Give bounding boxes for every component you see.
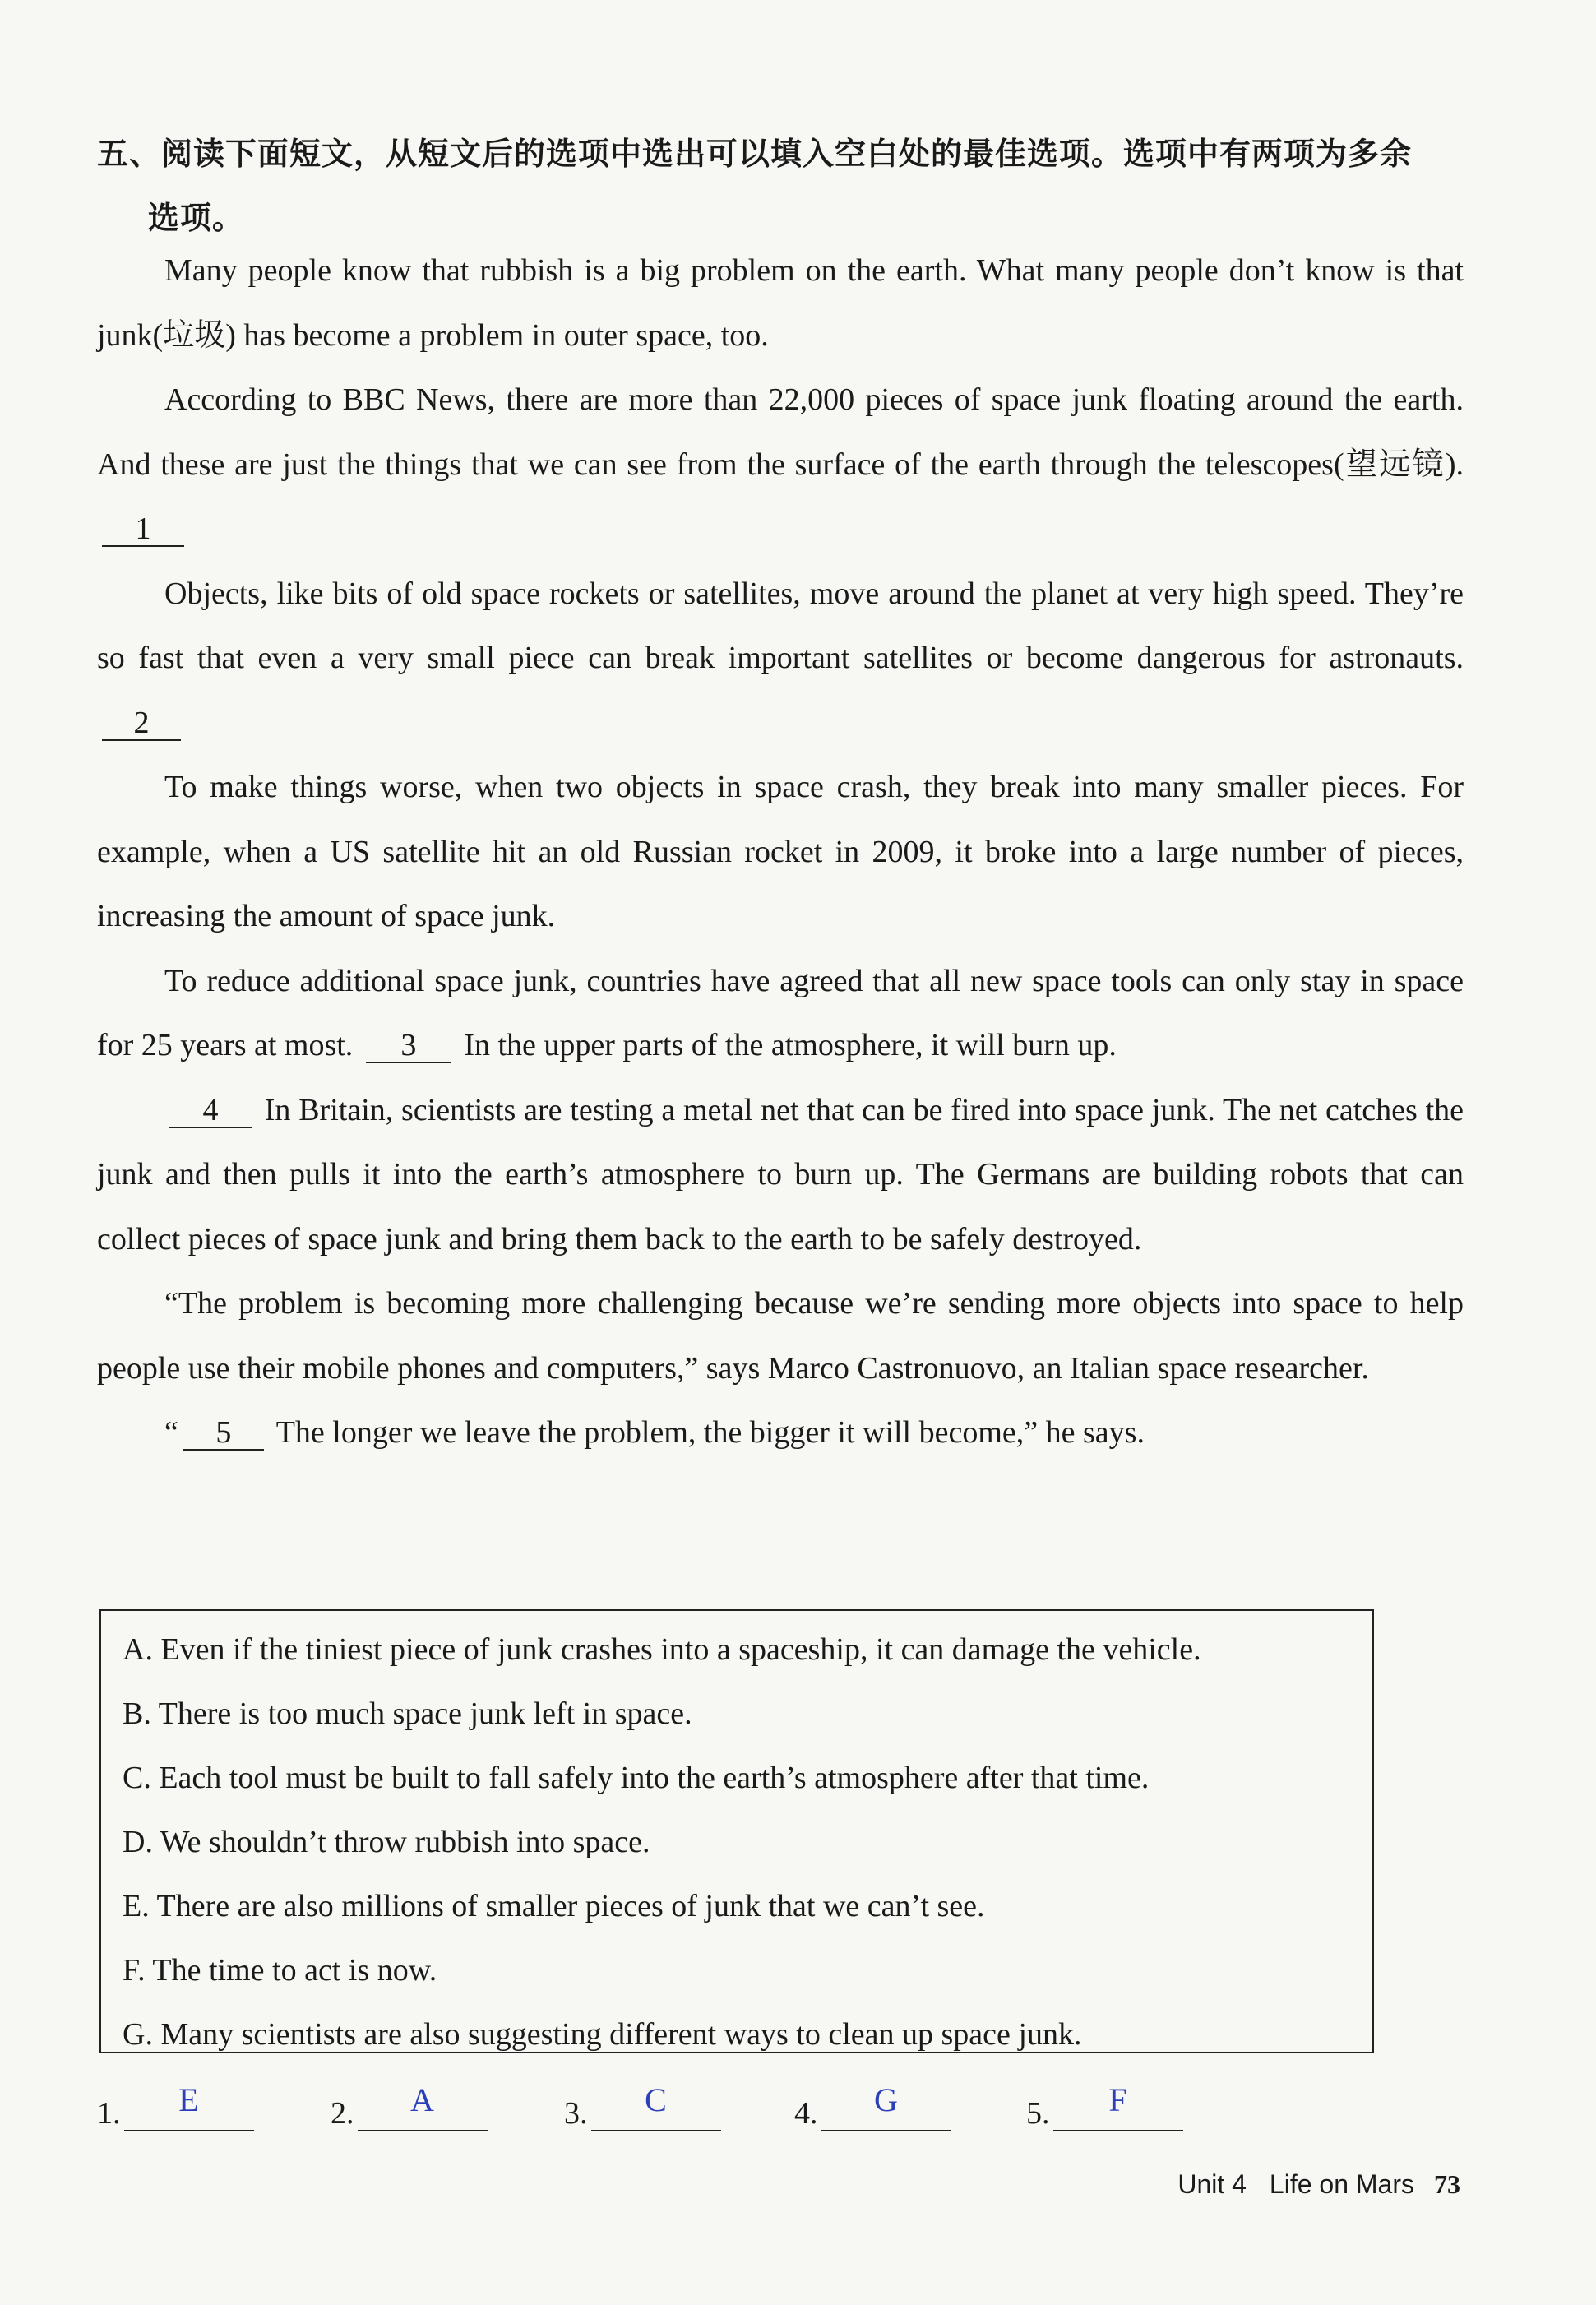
- option-g: G. Many scientists are also suggesting different ways to clean up space junk.: [123, 2017, 1082, 2052]
- answer-1: [97, 2081, 254, 2131]
- blank-1: 1: [102, 512, 184, 547]
- reading-passage: [97, 238, 1464, 1465]
- section-heading: [97, 122, 1478, 250]
- option-a: A. Even if the tiniest piece of junk crashes into a spaceship, it can damage the vehicle.: [123, 1632, 1201, 1667]
- option-e: E. There are also millions of smaller pieces of junk that we can’t see.: [123, 1889, 985, 1923]
- answer-2-field[interactable]: [358, 2081, 488, 2131]
- footer-unit: Unit 4: [1177, 2169, 1247, 2199]
- answer-4: [794, 2081, 951, 2131]
- paragraph-8-open-quote: “: [164, 1415, 178, 1450]
- option-b: B. There is too much space junk left in space.: [123, 1696, 692, 1731]
- option-c: C. Each tool must be built to fall safely into the earth’s atmosphere after that time.: [123, 1761, 1150, 1795]
- paragraph-4: To make things worse, when two objects in space crash, they break into many smaller pieces. For example, when a US satellite hit an old Russian rocket in 2009, it broke into a large number of pieces, increasing the amount of space junk.: [97, 770, 1464, 933]
- page-footer: [1177, 2169, 1460, 2200]
- answer-4-number: 4.: [794, 2096, 818, 2131]
- blank-2: 2: [102, 706, 181, 741]
- option-f: F. The time to act is now.: [123, 1953, 437, 1988]
- options-box: [99, 1609, 1374, 2053]
- paragraph-8-text: The longer we leave the problem, the bigger it will become,” he says.: [275, 1415, 1145, 1450]
- answer-1-number: 1.: [97, 2096, 121, 2131]
- answer-5-letter: F: [1108, 2081, 1127, 2118]
- answer-3-number: 3.: [564, 2096, 588, 2131]
- paragraph-5-tail: In the upper parts of the atmosphere, it will burn up.: [464, 1028, 1117, 1062]
- paragraph-3: [97, 562, 1464, 756]
- blank-3: 3: [366, 1029, 451, 1063]
- heading-line-1: 五、阅读下面短文，从短文后的选项中选出可以填入空白处的最佳选项。选项中有两项为多余: [97, 136, 1413, 172]
- paragraph-8: [97, 1400, 1464, 1465]
- page-number: 73: [1434, 2169, 1460, 2199]
- answer-3-letter: C: [645, 2081, 667, 2118]
- paragraph-5: [97, 949, 1464, 1078]
- answer-2-number: 2.: [331, 2096, 354, 2131]
- answer-3-field[interactable]: [591, 2081, 721, 2131]
- answer-4-letter: G: [874, 2081, 898, 2118]
- paragraph-5-text: To reduce additional space junk, countries have agreed that all new space tools can only stay in space for 25 years at most.: [97, 963, 1464, 1062]
- paragraph-7: “The problem is becoming more challenging because we’re sending more objects into space to help people use their mobile phones and computers,” says Marco Castronuovo, an Italian space researcher.: [97, 1286, 1464, 1386]
- answer-row: [97, 2081, 1330, 2138]
- answer-5: [1026, 2081, 1183, 2131]
- answer-5-field[interactable]: [1053, 2081, 1183, 2131]
- answer-5-number: 5.: [1026, 2096, 1050, 2131]
- answer-1-letter: E: [178, 2081, 199, 2118]
- paragraph-2-text: According to BBC News, there are more than 22,000 pieces of space junk floating around the earth. And these are just the things that we can see from the surface of the earth through the telescopes(望远镜).: [97, 382, 1464, 482]
- paragraph-1: Many people know that rubbish is a big problem on the earth. What many people don’t know is that junk(垃圾) has become a problem in outer space, too.: [97, 253, 1464, 353]
- paragraph-6: [97, 1078, 1464, 1272]
- answer-3: [564, 2081, 721, 2131]
- blank-5: 5: [183, 1416, 264, 1451]
- blank-4: 4: [169, 1094, 252, 1128]
- footer-title: Life on Mars: [1269, 2169, 1414, 2199]
- paragraph-2: [97, 368, 1464, 562]
- answer-4-field[interactable]: [821, 2081, 951, 2131]
- paragraph-3-text: Objects, like bits of old space rockets or satellites, move around the planet at very high speed. They’re so fast that even a very small piece can break important satellites or become dangerous for astronauts.: [97, 576, 1464, 675]
- answer-1-field[interactable]: [124, 2081, 254, 2131]
- heading-line-2: 选项。: [148, 200, 245, 236]
- option-d: D. We shouldn’t throw rubbish into space.: [123, 1825, 650, 1859]
- answer-2-letter: A: [410, 2081, 434, 2118]
- paragraph-6-text: In Britain, scientists are testing a metal net that can be fired into space junk. The net catches the junk and then pulls it into the earth’s atmosphere to burn up. The Germans are building robots that can collect pieces of space junk and bring them back to the earth to be safely destroyed.: [97, 1092, 1464, 1257]
- answer-2: [331, 2081, 488, 2131]
